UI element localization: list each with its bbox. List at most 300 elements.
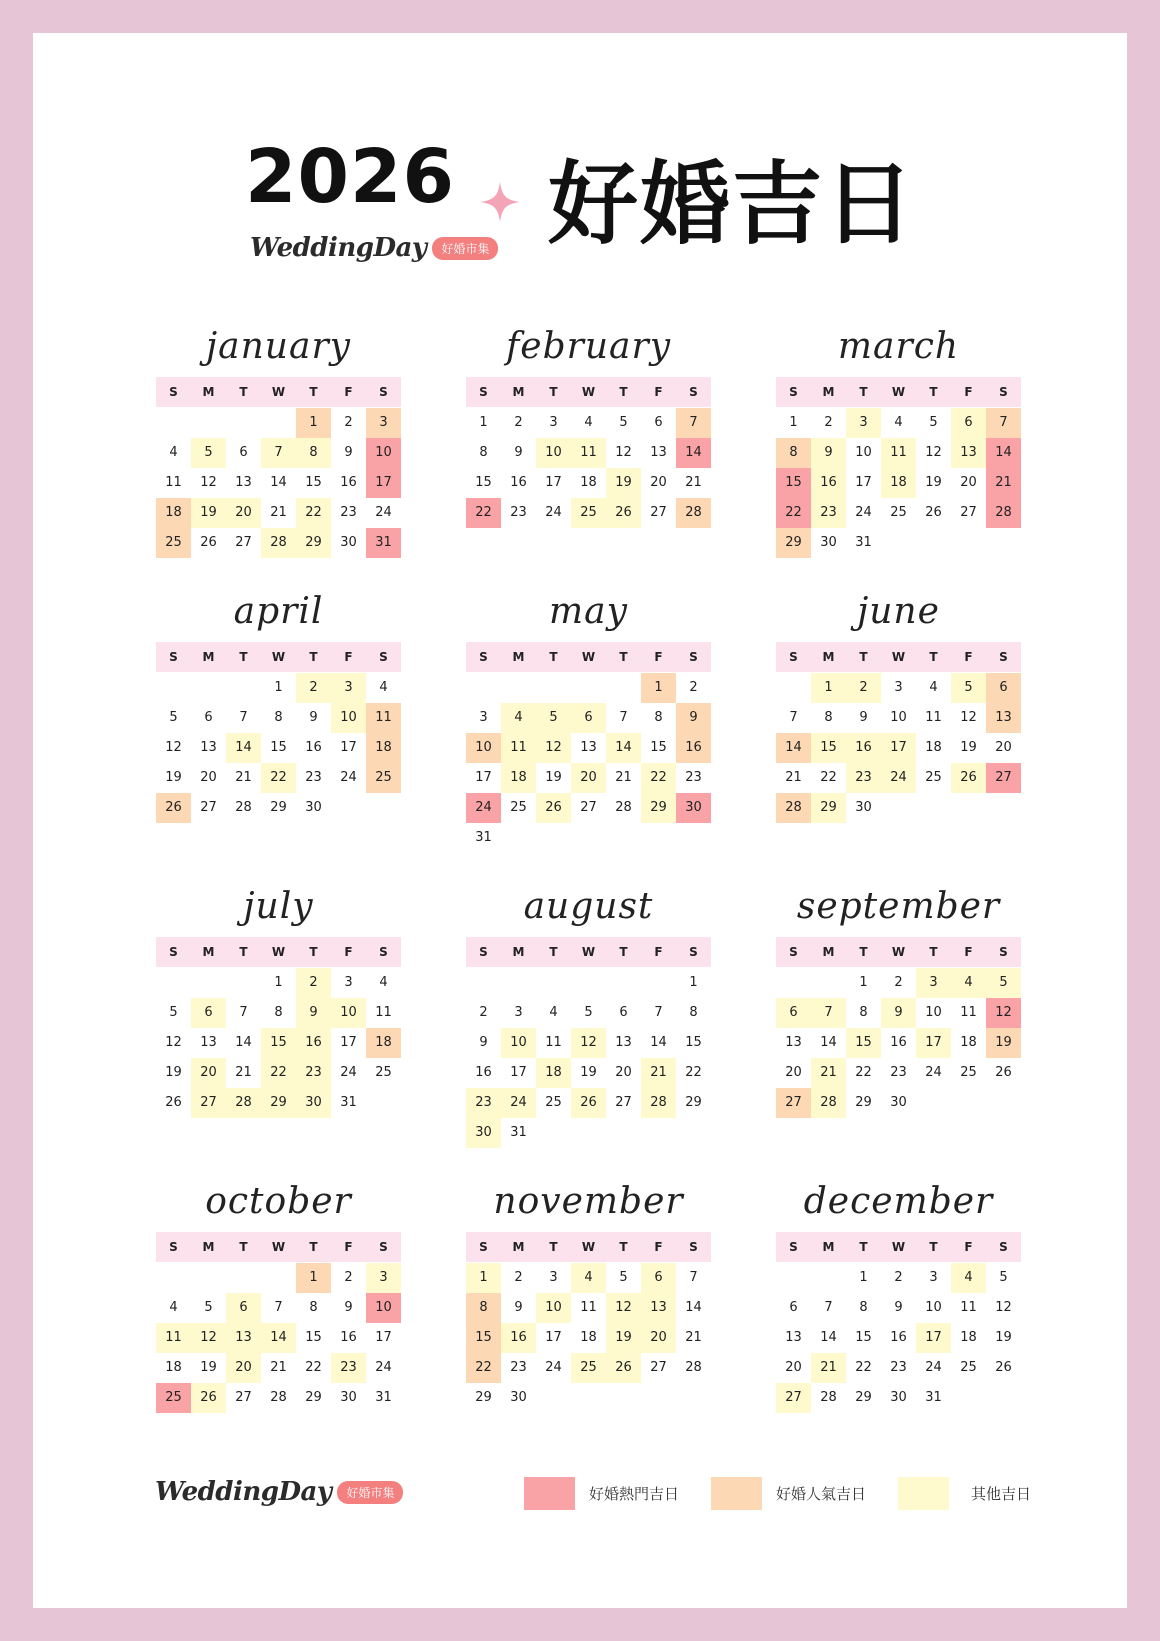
empty-cell	[156, 968, 191, 998]
weekday-header	[776, 642, 1021, 672]
day-cell: 11	[545, 1035, 562, 1050]
day-cell-popular: 8	[466, 1293, 501, 1323]
day-cell: 30	[820, 535, 837, 550]
day-cell: 21	[785, 770, 802, 785]
day-cell-other: 17	[881, 733, 916, 763]
weekday-label: M	[202, 1240, 215, 1254]
weekday-label: T	[859, 650, 868, 664]
day-cell: 11	[960, 1300, 977, 1315]
day-cell: 7	[824, 1300, 833, 1315]
weekday-label: W	[581, 945, 596, 959]
day-cell: 11	[960, 1005, 977, 1020]
weekday-label: S	[479, 385, 488, 399]
day-cell: 21	[235, 1065, 252, 1080]
day-cell: 30	[855, 800, 872, 815]
day-cell: 10	[925, 1300, 942, 1315]
day-cell-other: 24	[881, 763, 916, 793]
weekday-label: F	[344, 650, 353, 664]
weekday-label: F	[654, 1240, 663, 1254]
day-cell: 13	[785, 1330, 802, 1345]
weekday-label: M	[202, 945, 215, 959]
day-cell-other: 11	[501, 733, 536, 763]
weekday-label: W	[891, 945, 906, 959]
day-cell: 20	[615, 1065, 632, 1080]
day-cell: 5	[619, 415, 628, 430]
day-cell-hot: 22	[466, 498, 501, 528]
weekday-label: S	[689, 650, 698, 664]
day-cell-other: 3	[916, 968, 951, 998]
day-cell-other: 23	[811, 498, 846, 528]
empty-cell	[466, 968, 501, 998]
weekday-label: M	[512, 1240, 525, 1254]
day-cell-other: 17	[916, 1028, 951, 1058]
legend-label: 其他吉日	[971, 1485, 1032, 1503]
empty-cell	[811, 1263, 846, 1293]
day-cell: 1	[274, 975, 283, 990]
weekday-label: T	[309, 650, 318, 664]
day-cell: 30	[340, 535, 357, 550]
day-cell: 23	[510, 505, 527, 520]
day-cell: 1	[479, 415, 488, 430]
weekday-label: T	[309, 385, 318, 399]
day-cell: 7	[239, 710, 248, 725]
day-cell: 18	[165, 1360, 182, 1375]
day-cell-other: 12	[536, 733, 571, 763]
weekday-label: M	[512, 650, 525, 664]
day-cell: 12	[200, 475, 217, 490]
day-cell-other: 22	[261, 763, 296, 793]
day-cell: 8	[824, 710, 833, 725]
sparkle-icon	[480, 182, 520, 222]
day-cell: 17	[475, 770, 492, 785]
day-cell: 2	[689, 680, 698, 695]
day-cell-other: 9	[811, 438, 846, 468]
day-cell-popular: 7	[986, 408, 1021, 438]
weekday-label: S	[999, 385, 1008, 399]
day-cell: 18	[580, 1330, 597, 1345]
weekday-header	[466, 1232, 711, 1262]
day-cell-other: 18	[501, 763, 536, 793]
weekday-label: T	[619, 1240, 628, 1254]
empty-cell	[226, 408, 261, 438]
day-cell: 23	[685, 770, 702, 785]
day-cell-other: 30	[466, 1118, 501, 1148]
day-cell: 19	[165, 770, 182, 785]
weekday-label: T	[239, 385, 248, 399]
day-cell: 19	[995, 1330, 1012, 1345]
day-cell: 16	[340, 475, 357, 490]
day-cell: 6	[789, 1300, 798, 1315]
empty-cell	[226, 968, 261, 998]
day-cell: 31	[475, 830, 492, 845]
day-cell-other: 11	[156, 1323, 191, 1353]
day-cell: 21	[685, 1330, 702, 1345]
day-cell: 4	[929, 680, 938, 695]
month-name: march	[837, 326, 960, 367]
day-cell: 21	[685, 475, 702, 490]
day-cell-other: 29	[261, 1088, 296, 1118]
day-cell: 1	[689, 975, 698, 990]
weekday-label: S	[379, 385, 388, 399]
day-cell-other: 9	[881, 998, 916, 1028]
day-cell-hot: 15	[776, 468, 811, 498]
weekday-label: S	[379, 650, 388, 664]
day-grid	[776, 1263, 1021, 1413]
day-cell: 19	[960, 740, 977, 755]
day-cell: 17	[340, 740, 357, 755]
day-cell: 29	[475, 1390, 492, 1405]
empty-cell	[191, 673, 226, 703]
weekday-label: S	[379, 945, 388, 959]
weekday-label: M	[822, 385, 835, 399]
day-cell-other: 6	[191, 998, 226, 1028]
day-cell-other: 28	[641, 1088, 676, 1118]
day-cell-other: 6	[641, 1263, 676, 1293]
day-cell: 11	[375, 1005, 392, 1020]
month-august	[466, 885, 711, 1148]
day-cell: 9	[344, 445, 353, 460]
day-cell-other: 26	[571, 1088, 606, 1118]
day-cell-other: 16	[846, 733, 881, 763]
empty-cell	[501, 673, 536, 703]
weekday-label: F	[344, 945, 353, 959]
day-cell: 4	[169, 445, 178, 460]
day-cell: 13	[235, 475, 252, 490]
day-cell: 25	[960, 1065, 977, 1080]
legend-item-hot	[524, 1477, 679, 1510]
day-cell-popular: 8	[776, 438, 811, 468]
legend-swatch-hot	[524, 1477, 575, 1510]
weekday-label: F	[964, 1240, 973, 1254]
weekday-label: F	[344, 1240, 353, 1254]
day-cell: 8	[309, 1300, 318, 1315]
day-cell-hot: 31	[366, 528, 401, 558]
day-cell-other: 4	[951, 1263, 986, 1293]
day-cell: 8	[689, 1005, 698, 1020]
day-cell: 4	[169, 1300, 178, 1315]
day-cell: 2	[514, 415, 523, 430]
day-cell: 26	[925, 505, 942, 520]
day-cell: 2	[479, 1005, 488, 1020]
day-cell: 22	[685, 1065, 702, 1080]
day-cell-other: 25	[571, 1353, 606, 1383]
day-cell-other: 29	[641, 793, 676, 823]
day-cell: 24	[340, 770, 357, 785]
day-cell: 16	[890, 1035, 907, 1050]
day-cell: 28	[685, 1360, 702, 1375]
month-july	[156, 885, 401, 1118]
day-cell: 24	[855, 505, 872, 520]
day-cell-popular: 9	[676, 703, 711, 733]
day-cell-other: 14	[261, 1323, 296, 1353]
month-december	[776, 1180, 1021, 1413]
legend-label: 好婚人氣吉日	[776, 1485, 867, 1503]
day-cell: 28	[270, 1390, 287, 1405]
empty-cell	[191, 408, 226, 438]
day-cell: 8	[479, 445, 488, 460]
day-cell: 9	[859, 710, 868, 725]
day-cell-other: 7	[811, 998, 846, 1028]
empty-cell	[156, 408, 191, 438]
day-cell: 3	[344, 975, 353, 990]
day-cell-hot: 25	[156, 1383, 191, 1413]
day-cell-popular: 15	[466, 1323, 501, 1353]
day-cell: 16	[305, 740, 322, 755]
day-cell: 29	[855, 1390, 872, 1405]
day-cell-other: 8	[296, 438, 331, 468]
day-cell: 20	[785, 1360, 802, 1375]
empty-cell	[226, 673, 261, 703]
day-cell: 15	[305, 1330, 322, 1345]
day-cell-other: 27	[776, 1383, 811, 1413]
empty-cell	[571, 968, 606, 998]
day-cell: 9	[309, 710, 318, 725]
weekday-label: M	[512, 385, 525, 399]
weekday-header	[776, 377, 1021, 407]
day-cell-other: 10	[331, 703, 366, 733]
day-grid	[466, 408, 711, 528]
day-cell-popular: 14	[776, 733, 811, 763]
day-cell: 17	[545, 1330, 562, 1345]
day-cell-other: 4	[501, 703, 536, 733]
day-cell-popular: 26	[156, 793, 191, 823]
day-cell-popular: 28	[676, 498, 711, 528]
weekday-header	[156, 1232, 401, 1262]
day-cell: 26	[995, 1065, 1012, 1080]
day-cell-other: 5	[951, 673, 986, 703]
day-cell: 7	[789, 710, 798, 725]
year-heading: 2026	[245, 134, 455, 220]
day-grid	[776, 968, 1021, 1118]
wedding-day-logo-text: WeddingDay	[155, 1477, 332, 1507]
empty-cell	[641, 968, 676, 998]
day-cell-other: 6	[226, 1293, 261, 1323]
legend-item-other	[898, 1477, 1031, 1510]
day-cell: 4	[549, 1005, 558, 1020]
day-cell: 24	[545, 1360, 562, 1375]
day-cell: 8	[859, 1005, 868, 1020]
weekday-header	[466, 937, 711, 967]
day-cell-hot: 21	[986, 468, 1021, 498]
day-cell: 25	[925, 770, 942, 785]
day-cell: 29	[305, 1390, 322, 1405]
weekday-header	[466, 377, 711, 407]
day-cell: 28	[820, 1390, 837, 1405]
day-cell-other: 18	[536, 1058, 571, 1088]
weekday-label: S	[479, 1240, 488, 1254]
weekday-label: S	[999, 945, 1008, 959]
day-cell: 7	[689, 1270, 698, 1285]
day-cell: 14	[270, 475, 287, 490]
month-september	[776, 885, 1021, 1118]
legend-item-popular	[711, 1477, 866, 1510]
day-cell: 6	[654, 415, 663, 430]
day-cell-other: 19	[191, 498, 226, 528]
page-title: 好婚吉日	[548, 152, 916, 257]
weekday-label: S	[169, 385, 178, 399]
day-cell-other: 13	[641, 1293, 676, 1323]
weekday-header	[466, 642, 711, 672]
weekday-label: S	[689, 385, 698, 399]
day-cell: 4	[894, 415, 903, 430]
day-cell: 24	[340, 1065, 357, 1080]
day-cell-popular: 7	[676, 408, 711, 438]
day-cell: 14	[235, 1035, 252, 1050]
weekday-label: T	[549, 385, 558, 399]
day-cell: 7	[239, 1005, 248, 1020]
weekday-label: W	[271, 650, 286, 664]
logo-badge: 好婚市集	[432, 237, 498, 260]
weekday-label: T	[549, 650, 558, 664]
empty-cell	[191, 968, 226, 998]
day-cell-other: 9	[296, 998, 331, 1028]
day-cell-other: 28	[261, 528, 296, 558]
day-grid	[776, 673, 1021, 823]
day-cell: 21	[615, 770, 632, 785]
day-cell: 30	[890, 1095, 907, 1110]
month-name: january	[205, 326, 351, 367]
day-cell-other: 13	[226, 1323, 261, 1353]
day-cell-hot: 17	[366, 468, 401, 498]
day-cell-hot: 27	[986, 763, 1021, 793]
day-cell: 2	[344, 415, 353, 430]
day-cell: 19	[580, 1065, 597, 1080]
month-name: december	[803, 1181, 994, 1222]
day-cell: 17	[340, 1035, 357, 1050]
day-cell: 22	[855, 1360, 872, 1375]
legend-swatch-popular	[711, 1477, 762, 1510]
weekday-label: T	[239, 650, 248, 664]
day-cell-popular: 25	[366, 763, 401, 793]
weekday-label: F	[964, 385, 973, 399]
footer-logo	[155, 1477, 403, 1507]
empty-cell	[156, 673, 191, 703]
day-cell-other: 19	[606, 1323, 641, 1353]
legend-swatch-other	[898, 1477, 949, 1510]
day-cell: 27	[235, 535, 252, 550]
empty-cell	[536, 673, 571, 703]
day-cell: 15	[685, 1035, 702, 1050]
day-cell-popular: 13	[986, 703, 1021, 733]
day-cell-other: 17	[916, 1323, 951, 1353]
weekday-label: T	[929, 385, 938, 399]
day-cell: 30	[340, 1390, 357, 1405]
day-cell: 2	[894, 1270, 903, 1285]
day-cell: 12	[615, 445, 632, 460]
day-cell: 27	[580, 800, 597, 815]
empty-cell	[261, 408, 296, 438]
day-cell-other: 25	[571, 498, 606, 528]
day-cell-popular: 18	[156, 498, 191, 528]
weekday-label: W	[891, 1240, 906, 1254]
day-cell: 15	[270, 740, 287, 755]
day-cell: 5	[169, 1005, 178, 1020]
day-cell: 22	[820, 770, 837, 785]
weekday-label: T	[619, 945, 628, 959]
day-cell: 5	[929, 415, 938, 430]
day-cell-popular: 28	[776, 793, 811, 823]
day-cell: 3	[479, 710, 488, 725]
day-cell-other: 6	[776, 998, 811, 1028]
month-name: july	[243, 886, 314, 927]
day-cell: 1	[859, 1270, 868, 1285]
day-cell: 19	[545, 770, 562, 785]
day-cell: 29	[270, 800, 287, 815]
day-cell-other: 11	[571, 438, 606, 468]
day-cell-other: 10	[501, 1028, 536, 1058]
weekday-label: S	[169, 650, 178, 664]
day-cell: 4	[584, 415, 593, 430]
day-cell: 6	[619, 1005, 628, 1020]
day-cell-other: 6	[951, 408, 986, 438]
day-cell: 8	[654, 710, 663, 725]
day-cell-hot: 24	[466, 793, 501, 823]
day-cell: 30	[890, 1390, 907, 1405]
day-cell: 18	[580, 475, 597, 490]
day-cell: 30	[510, 1390, 527, 1405]
day-grid	[156, 408, 401, 558]
day-cell: 9	[479, 1035, 488, 1050]
weekday-label: M	[822, 650, 835, 664]
day-cell-popular: 1	[296, 408, 331, 438]
day-cell-hot: 28	[986, 498, 1021, 528]
day-cell: 5	[619, 1270, 628, 1285]
day-cell: 24	[545, 505, 562, 520]
day-cell-other: 3	[331, 673, 366, 703]
weekday-label: F	[964, 650, 973, 664]
day-cell: 26	[165, 1095, 182, 1110]
weekday-label: T	[859, 945, 868, 959]
day-cell-popular: 18	[366, 733, 401, 763]
day-cell: 24	[375, 1360, 392, 1375]
day-cell: 6	[204, 710, 213, 725]
day-cell-other: 7	[261, 438, 296, 468]
month-name: october	[205, 1181, 352, 1222]
day-cell-other: 16	[811, 468, 846, 498]
weekday-header	[776, 937, 1021, 967]
empty-cell	[776, 673, 811, 703]
month-october	[156, 1180, 401, 1413]
day-cell-other: 26	[606, 1353, 641, 1383]
day-cell-other: 26	[951, 763, 986, 793]
day-cell: 26	[200, 535, 217, 550]
month-april	[156, 590, 401, 823]
empty-cell	[811, 968, 846, 998]
day-cell: 24	[925, 1065, 942, 1080]
day-cell-hot: 12	[986, 998, 1021, 1028]
day-cell: 22	[855, 1065, 872, 1080]
day-cell-hot: 10	[366, 1293, 401, 1323]
weekday-label: S	[479, 650, 488, 664]
weekday-header	[156, 937, 401, 967]
day-cell: 5	[999, 1270, 1008, 1285]
day-cell-other: 14	[226, 733, 261, 763]
day-cell-other: 14	[606, 733, 641, 763]
day-cell: 17	[855, 475, 872, 490]
weekday-label: T	[309, 945, 318, 959]
weekday-label: S	[479, 945, 488, 959]
day-cell-other: 2	[846, 673, 881, 703]
day-cell-popular: 3	[366, 408, 401, 438]
day-cell: 29	[855, 1095, 872, 1110]
day-cell: 1	[274, 680, 283, 695]
day-cell: 18	[960, 1330, 977, 1345]
day-cell: 17	[375, 1330, 392, 1345]
day-cell: 15	[855, 1330, 872, 1345]
day-cell: 30	[305, 800, 322, 815]
day-cell-other: 1	[811, 673, 846, 703]
day-cell-other: 20	[571, 763, 606, 793]
